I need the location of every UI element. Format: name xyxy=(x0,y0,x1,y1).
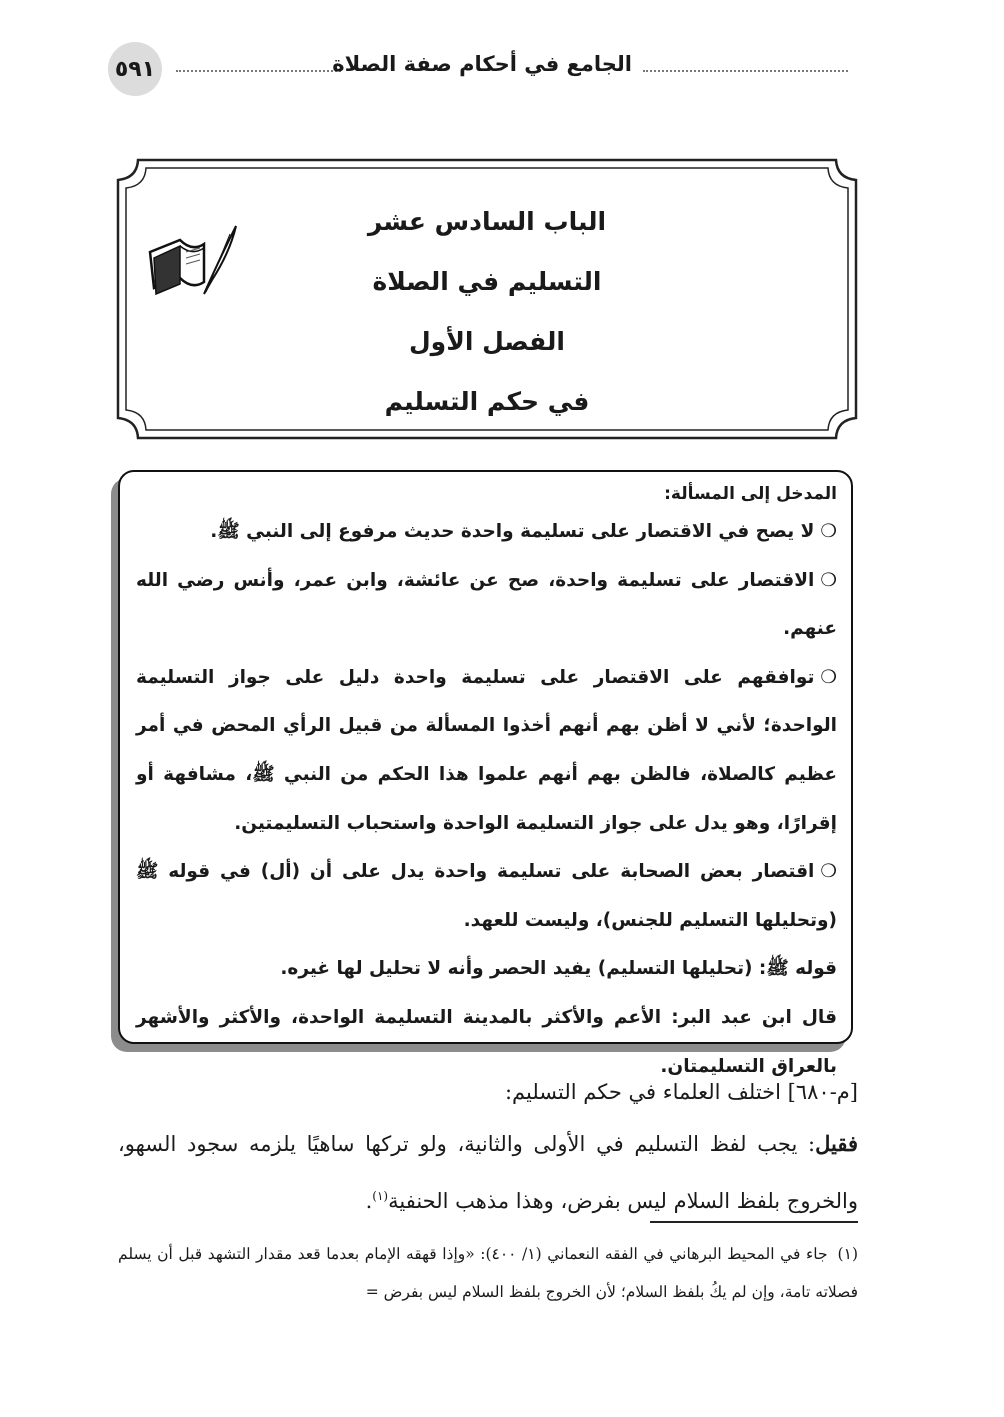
intro-point-text: توافقهم على الاقتصار على تسليمة واحدة دليل على جواز التسليمة الواحدة؛ لأني لا أظن بهم أنهم أخذوا المسألة من قبيل الرأي المحض في أمر عظيم كالصلاة، فالظن بهم أنهم علموا هذا الحكم من النبي ﷺ، مشافهة أو إقرارًا، وهو يدل على جواز التسليمة الواحدة واستحباب التسليمتين. xyxy=(136,666,837,834)
body-paragraph: [م-٦٨٠] اختلف العلماء في حكم التسليم: xyxy=(504,1080,858,1104)
page-number: ٥٩١ xyxy=(108,42,162,96)
intro-point xyxy=(136,508,837,557)
lead-word: فقيل xyxy=(815,1131,858,1156)
running-header xyxy=(108,42,848,98)
intro-heading: المدخل إلى المسألة: xyxy=(664,484,837,504)
footnote-text: جاء في المحيط البرهاني في الفقه النعماني (١/ ٤٠٠): «وإذا قهقه الإمام بعدما قعد مقدار التشهد قبل أن يسلم فصلاته تامة، وإن لم يكُ بلفظ السلام؛ لأن الخروج بلفظ السلام ليس بفرض = xyxy=(118,1245,858,1301)
chapter-section-title: الباب السادس عشر xyxy=(367,207,607,236)
intro-point xyxy=(136,848,837,945)
book-and-quill-icon xyxy=(146,222,240,302)
body-paragraph: فقيل: يجب لفظ التسليم في الأولى والثانية، ولو تركها ساهيًا يلزمه سجود السهو، والخروج بلفظ السلام ليس بفرض، وهذا مذهب الحنفية$^{(١)}$. xyxy=(118,1131,858,1213)
intro-point-text: اقتصار بعض الصحابة على تسليمة واحدة يدل على أن (أل) في قوله ﷺ (وتحليلها التسليم للجنس)، وليست للعهد. xyxy=(136,861,837,931)
chapter-title-frame xyxy=(116,158,858,440)
footnote xyxy=(118,1235,858,1311)
footnote-number: (١) xyxy=(837,1245,858,1263)
intro-point-text: الاقتصار على تسليمة واحدة، صح عن عائشة، وابن عمر، وأنس رضي الله عنهم. xyxy=(136,569,837,640)
intro-point xyxy=(136,557,837,654)
chapter-title-lines xyxy=(266,192,708,432)
header-dots-left xyxy=(176,70,341,72)
chapter-part-subject: في حكم التسليم xyxy=(384,387,590,416)
circle-bullet-icon: ❍ xyxy=(820,521,837,542)
chapter-part-title: الفصل الأول xyxy=(408,327,566,356)
intro-paragraph: قوله ﷺ: (تحليلها التسليم) يفيد الحصر وأنه لا تحليل لها غيره. xyxy=(280,958,837,980)
footnote-entry xyxy=(118,1235,858,1311)
intro-box xyxy=(118,470,853,1077)
header-dots-right xyxy=(643,70,848,72)
intro-point xyxy=(136,654,837,848)
circle-bullet-icon: ❍ xyxy=(820,569,837,591)
footnote-divider xyxy=(650,1221,858,1223)
book-title: الجامع في أحكام صفة الصلاة xyxy=(332,52,632,76)
circle-bullet-icon: ❍ xyxy=(820,861,837,883)
circle-bullet-icon: ❍ xyxy=(820,666,837,688)
body-paragraph-text: : يجب لفظ التسليم في الأولى والثانية، ولو تركها ساهيًا يلزمه سجود السهو، والخروج بلفظ السلام ليس بفرض، وهذا مذهب الحنفية xyxy=(118,1132,858,1213)
body-text xyxy=(118,1066,858,1227)
intro-paragraph: قال ابن عبد البر: الأعم والأكثر بالمدينة التسليمة الواحدة، والأكثر والأشهر بالعراق التسليمتان. xyxy=(136,1006,837,1077)
intro-point-text: لا يصح في الاقتصار على تسليمة واحدة حديث مرفوع إلى النبي ﷺ. xyxy=(210,521,815,542)
chapter-subject: التسليم في الصلاة xyxy=(372,267,602,296)
footnote-reference[interactable]: (١) xyxy=(372,1189,389,1203)
intro-points xyxy=(136,508,837,945)
